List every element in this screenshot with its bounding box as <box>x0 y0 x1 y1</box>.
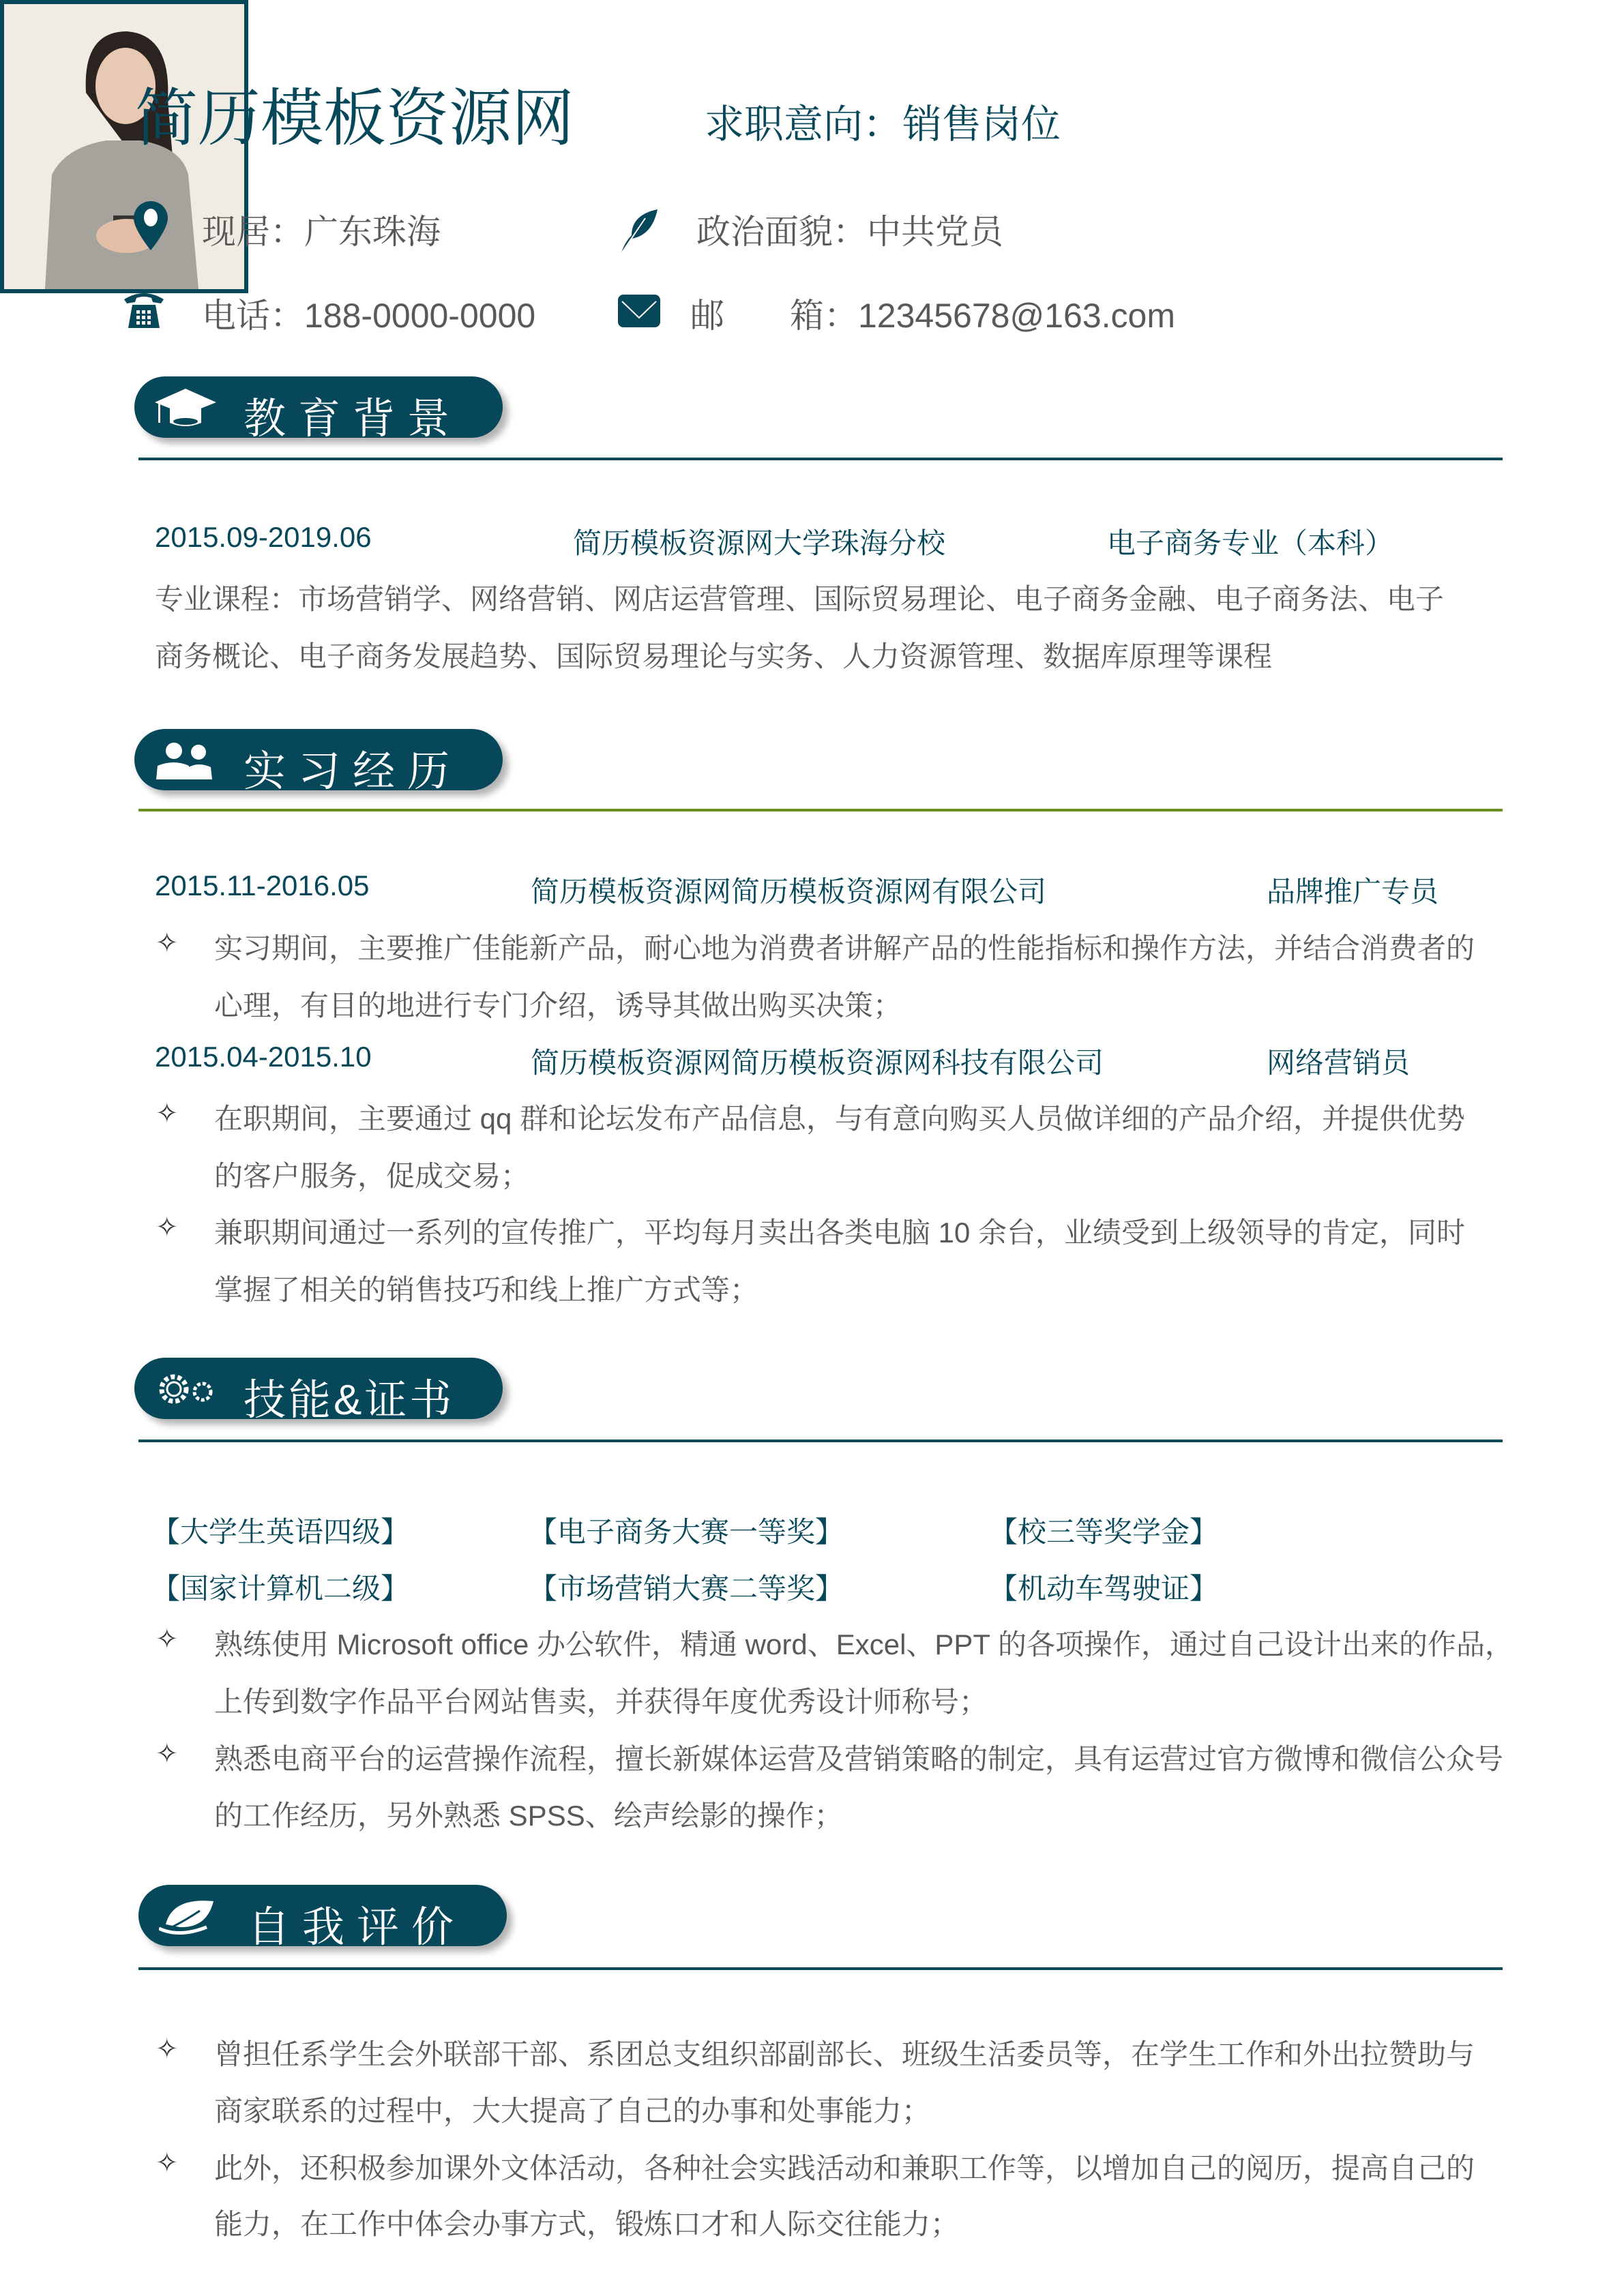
self-evaluation-text: 商家联系的过程中，大大提高了自己的办事和处事能力； <box>214 2095 931 2127</box>
email: 箱：12345678@163.com <box>790 297 1175 335</box>
people-icon <box>155 741 216 779</box>
self-evaluation-text: 此外，还积极参加课外文体活动，各种社会实践活动和兼职工作等，以增加自己的阅历，提高自己的 <box>214 2152 1475 2184</box>
section-divider <box>138 809 1503 811</box>
section-header-skills <box>134 1358 503 1424</box>
edu-courses: 商务概论、电子商务发展趋势、国际贸易理论与实务、人力资源管理、数据库原理等课程 <box>155 640 1273 672</box>
edu-period: 2015.09-2019.06 <box>155 521 372 553</box>
bullet-icon: ✧ <box>156 1099 179 1129</box>
cert: 【市场营销大赛二等奖】 <box>529 1572 844 1605</box>
residence: 现居：广东珠海 <box>202 213 441 251</box>
phone: 电话：188-0000-0000 <box>202 297 536 335</box>
cert: 【电子商务大赛一等奖】 <box>529 1516 844 1548</box>
job-role: 网络营销员 <box>1267 1047 1411 1079</box>
section-header-internship <box>134 729 503 795</box>
section-title: 技能&证书 <box>243 1377 455 1424</box>
bullet-icon: ✧ <box>156 1624 179 1654</box>
cert: 【机动车驾驶证】 <box>989 1572 1219 1605</box>
job-period: 2015.04-2015.10 <box>155 1041 372 1073</box>
cert: 【大学生英语四级】 <box>151 1516 410 1548</box>
job-detail: 在职期间，主要通过 qq 群和论坛发布产品信息，与有意向购买人员做详细的产品介绍，并提供优势 <box>214 1103 1466 1135</box>
skill-detail: 的工作经历，另外熟悉 SPSS、绘声绘影的操作； <box>214 1800 843 1832</box>
job-intent: 求职意向：销售岗位 <box>705 102 1061 147</box>
job-detail: 的客户服务，促成交易； <box>214 1160 530 1192</box>
telephone-icon <box>123 290 165 328</box>
job-company: 简历模板资源网简历模板资源网有限公司 <box>531 876 1047 908</box>
self-evaluation-text: 能力，在工作中体会办事方式，锻炼口才和人际交往能力； <box>214 2208 960 2240</box>
section-divider <box>138 458 1503 460</box>
section-header-self-evaluation <box>138 1885 507 1951</box>
cert: 【校三等奖学金】 <box>989 1516 1219 1548</box>
bullet-icon: ✧ <box>156 928 179 958</box>
bullet-icon: ✧ <box>156 2148 179 2178</box>
mail-icon <box>618 295 660 327</box>
gears-icon <box>155 1370 223 1408</box>
job-detail: 心理，有目的地进行专门介绍，诱导其做出购买决策； <box>214 989 902 1022</box>
bullet-icon: ✧ <box>156 2034 179 2064</box>
political-status: 政治面貌：中共党员 <box>696 213 1003 251</box>
section-title: 教育背景 <box>243 396 462 443</box>
edu-courses: 专业课程：市场营销学、网络营销、网店运营管理、国际贸易理论、电子商务金融、电子商务法、电子 <box>155 583 1445 615</box>
section-divider <box>138 1440 1503 1442</box>
bullet-icon: ✧ <box>156 1739 179 1769</box>
section-title: 自我评价 <box>248 1904 467 1951</box>
job-company: 简历模板资源网简历模板资源网科技有限公司 <box>531 1047 1104 1079</box>
location-pin-icon <box>134 201 168 250</box>
leaf-hand-icon <box>159 1897 220 1935</box>
job-role: 品牌推广专员 <box>1267 876 1439 908</box>
skill-detail: 上传到数字作品平台网站售卖，并获得年度优秀设计师称号； <box>214 1686 988 1718</box>
section-title: 实习经历 <box>243 748 462 795</box>
job-detail: 实习期间，主要推广佳能新产品，耐心地为消费者讲解产品的性能指标和操作方法，并结合消费者的 <box>214 932 1475 964</box>
job-period: 2015.11-2016.05 <box>155 869 370 901</box>
section-header-education <box>134 376 503 443</box>
email-label: 邮 <box>690 297 724 335</box>
leaf-icon <box>618 208 659 256</box>
job-detail: 掌握了相关的销售技巧和线上推广方式等； <box>214 1274 759 1306</box>
cert: 【国家计算机二级】 <box>151 1572 410 1605</box>
graduation-cap-icon <box>155 389 216 427</box>
skill-detail: 熟练使用 Microsoft office 办公软件，精通 word、Excel、PPT 的各项操作，通过自己设计出来的作品， <box>214 1628 1514 1660</box>
job-detail: 兼职期间通过一系列的宣传推广，平均每月卖出各类电脑 10 余台，业绩受到上级领导的肯定，同时 <box>214 1217 1466 1249</box>
section-divider <box>138 1967 1503 1970</box>
self-evaluation-text: 曾担任系学生会外联部干部、系团总支组织部副部长、班级生活委员等，在学生工作和外出拉赞助与 <box>214 2038 1475 2070</box>
edu-major: 电子商务专业（本科） <box>1107 527 1394 559</box>
bullet-icon: ✧ <box>156 1212 179 1242</box>
resume-name: 简历模板资源网 <box>135 84 575 153</box>
edu-school: 简历模板资源网大学珠海分校 <box>573 527 946 559</box>
skill-detail: 熟悉电商平台的运营操作流程，擅长新媒体运营及营销策略的制定，具有运营过官方微博和微信公众号 <box>214 1743 1504 1775</box>
